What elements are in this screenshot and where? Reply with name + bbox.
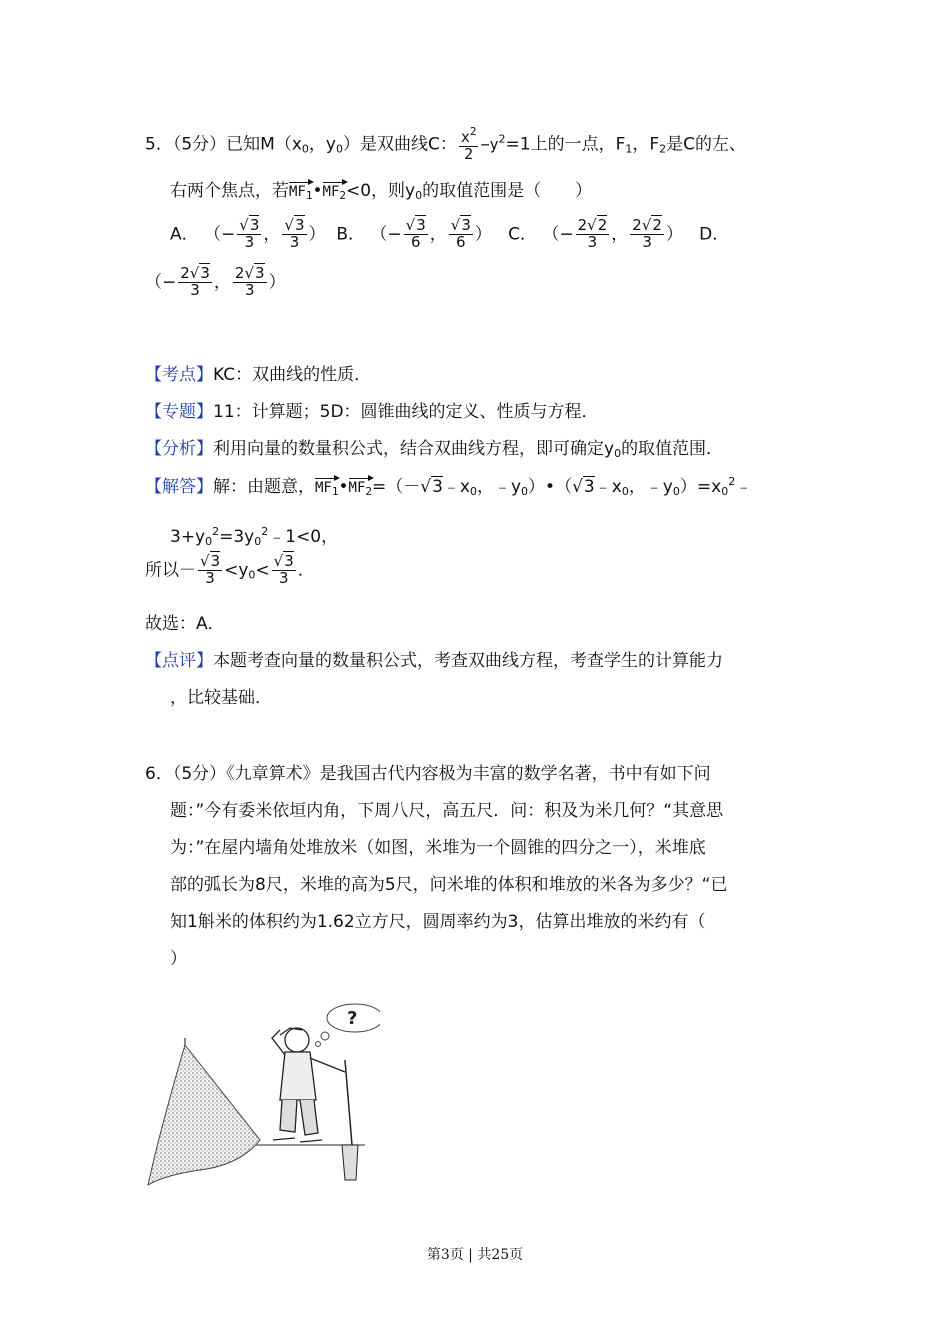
kaodian-line: 【考点】KC：双曲线的性质． — [145, 365, 372, 385]
hyperbola-fraction: $\frac{x^2}{2}$ — [460, 125, 477, 163]
q5-option-d-value: （− $\frac{2√3}{3}$ ， $\frac{2√3}{3}$ ） — [145, 264, 286, 299]
zhuanti-tag: 【专题】 — [145, 402, 213, 422]
jieda-line: 【解答】解：由题意，$MF_1•MF_2=(-√3﹣x_0$，$﹣y_0)•(√3﹣x_0$，$﹣y_0)=x_0^2﹣$ — [145, 475, 753, 498]
suoyi-line: 所以－ $\frac{√3}{3}$ $<y_0<$ $\frac{√3}{3}$ ． — [145, 552, 315, 587]
q5-line2: 右两个焦点，若$MF_1•MF_2<0$，则$y_0$的取值范围是（ ） — [170, 181, 593, 202]
shovel-handle — [345, 1060, 352, 1145]
option-d: D． — [699, 224, 730, 245]
dianping-tag: 【点评】 — [145, 651, 213, 671]
q6-line6: ） — [170, 949, 187, 969]
page-footer: 第3页 | 共25页 — [426, 1247, 524, 1263]
shovel-blade — [342, 1145, 358, 1180]
q6-line3: 为：”在屋内墙角处堆放米（如图，米堆为一个圆锥的四分之一），米堆底 — [170, 838, 706, 858]
q6-line2: 题：”今有委米依垣内角，下周八尺，高五尺．问：积及为米几何？“其意思 — [170, 801, 724, 821]
vector-mf1: $MF_1$ — [289, 180, 312, 202]
option-b: B． — [336, 224, 365, 245]
thinking-figure — [272, 1028, 345, 1142]
rice-cone — [148, 1045, 260, 1185]
q6-line5: 知1斛米的体积约为1.62立方尺，圆周率约为3，估算出堆放的米约有（ — [170, 912, 706, 932]
zhuanti-line: 【专题】11：计算题；5D：圆锥曲线的定义、性质与方程． — [145, 402, 599, 422]
dianping-line: 【点评】本题考查向量的数量积公式，考查双曲线方程，考查学生的计算能力 — [145, 651, 723, 671]
fenxi-tag: 【分析】 — [145, 439, 213, 459]
kaodian-tag: 【考点】 — [145, 365, 213, 385]
vector-mf2: $MF_2$ — [323, 180, 346, 202]
guxuan-line: 故选：A． — [145, 614, 225, 634]
q5-line1: 5．（5分）已知$M(x_0$，$y_0$）是双曲线C： $\frac{x^2}{2}$ $-y^2=1$上的一点，$F_1$，$F_2$是C的左、 — [145, 125, 747, 163]
option-c: C． — [508, 224, 537, 245]
fenxi-line: 【分析】利用向量的数量积公式，结合双曲线方程，即可确定$y_0$的取值范围． — [145, 439, 724, 460]
rice-pile-illustration — [140, 980, 380, 1195]
q6-line1: 6．（5分）《九章算术》是我国古代内容极为丰富的数学名著，书中有如下问 — [145, 764, 711, 784]
q6-line4: 部的弧长为8尺，米堆的高为5尺，问米堆的体积和堆放的米各为多少？“已 — [170, 875, 728, 895]
jieda-line2: $3+y_0^2=3y_0^2﹣1<0$， — [170, 525, 339, 548]
option-a: A． — [170, 224, 199, 245]
q5-options: A． （− $\frac{√3}{3}$ ， $\frac{√3}{3}$ ） B． （− $\frac{√3}{6}$ ， $\frac{√3}{6}$ ） C． （− $\frac{2√2}{3}$ ， $\frac{2√2}{3}$ ） D． — [170, 216, 730, 251]
question-mark: ? — [347, 1008, 358, 1029]
dianping-line2: ，比较基础． — [170, 688, 272, 708]
jieda-tag: 【解答】 — [145, 477, 213, 497]
